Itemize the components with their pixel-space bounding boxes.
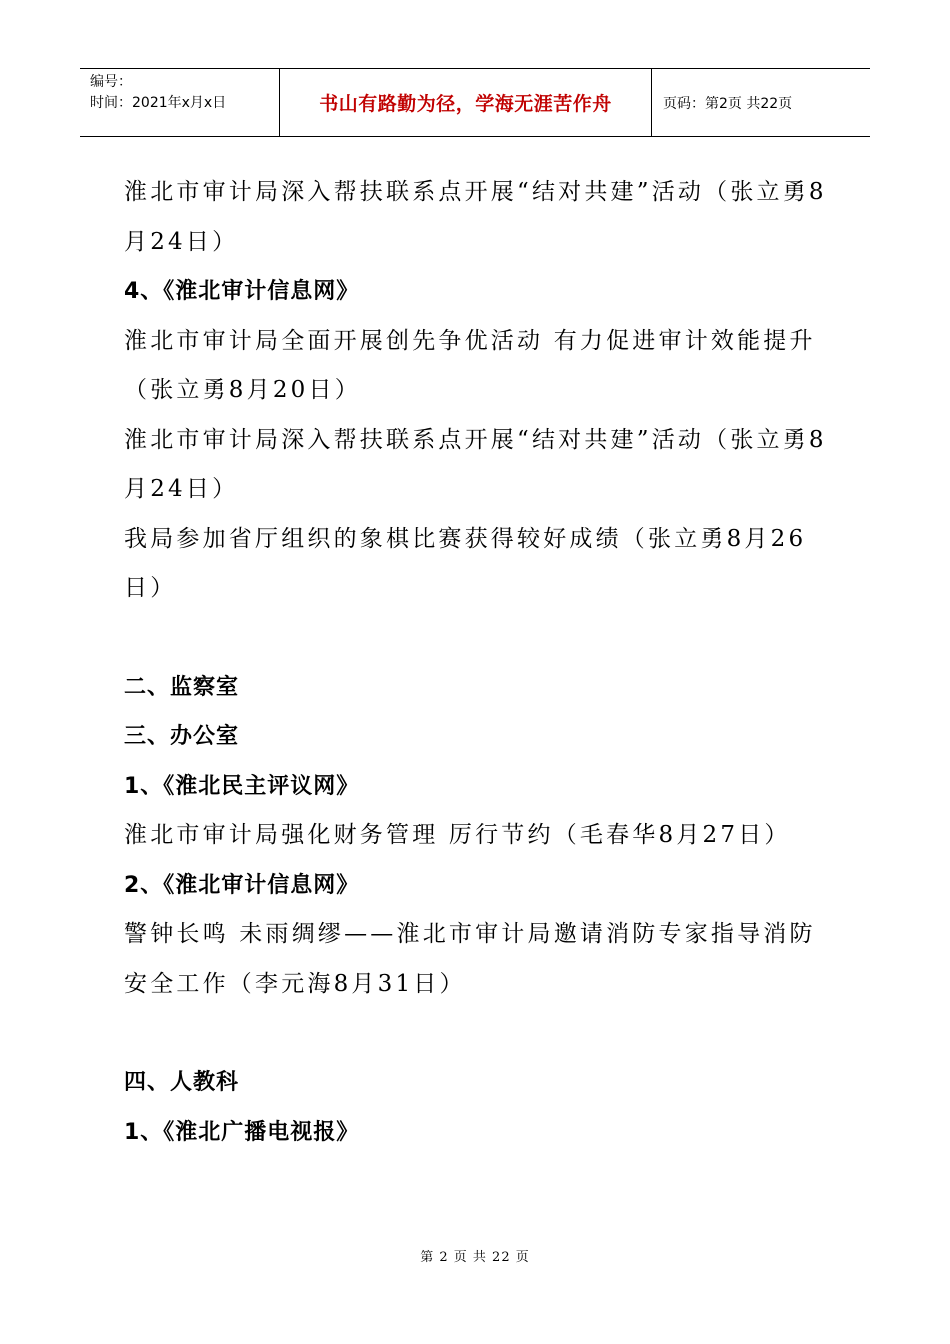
document-body — [124, 168, 829, 1157]
news-item: 淮北市审计局强化财务管理 厉行节约（毛春华8月27日） — [124, 822, 791, 848]
spacer — [124, 1009, 829, 1058]
section-heading: 4、《淮北审计信息网》 — [124, 279, 360, 304]
news-item: 淮北市审计局深入帮扶联系点开展“结对共建”活动（张立勇8月24日） — [124, 179, 827, 255]
news-item: 我局参加省厅组织的象棋比赛获得较好成绩（张立勇8月26日） — [124, 525, 807, 601]
news-item: 淮北市审计局全面开展创先争优活动 有力促进审计效能提升（张立勇8月20日） — [124, 327, 816, 403]
header-page-info: 页码：第2页 共22页 — [663, 95, 793, 112]
news-item: 淮北市审计局深入帮扶联系点开展“结对共建”活动（张立勇8月24日） — [124, 426, 827, 502]
document-number-label: 编号： — [90, 74, 132, 90]
header-motto: 书山有路勤为径，学海无涯苦作舟 — [280, 69, 652, 136]
section-heading: 1、《淮北民主评议网》 — [124, 773, 360, 799]
section-heading: 1、《淮北广播电视报》 — [124, 1119, 360, 1145]
page-footer: 第 2 页 共 22 页 — [420, 1250, 530, 1265]
header-meta — [80, 69, 280, 136]
section-heading: 四、人教科 — [124, 1070, 240, 1095]
page-header — [80, 68, 870, 137]
section-heading: 二、监察室 — [124, 674, 240, 700]
spacer — [124, 614, 829, 663]
section-heading: 三、办公室 — [124, 724, 240, 749]
news-item: 警钟长鸣 未雨绸缪——淮北市审计局邀请消防专家指导消防安全工作（李元海8月31日） — [124, 921, 816, 997]
document-time-label: 时间：2021年x月x日 — [90, 95, 227, 111]
section-heading: 2、《淮北审计信息网》 — [124, 872, 360, 898]
